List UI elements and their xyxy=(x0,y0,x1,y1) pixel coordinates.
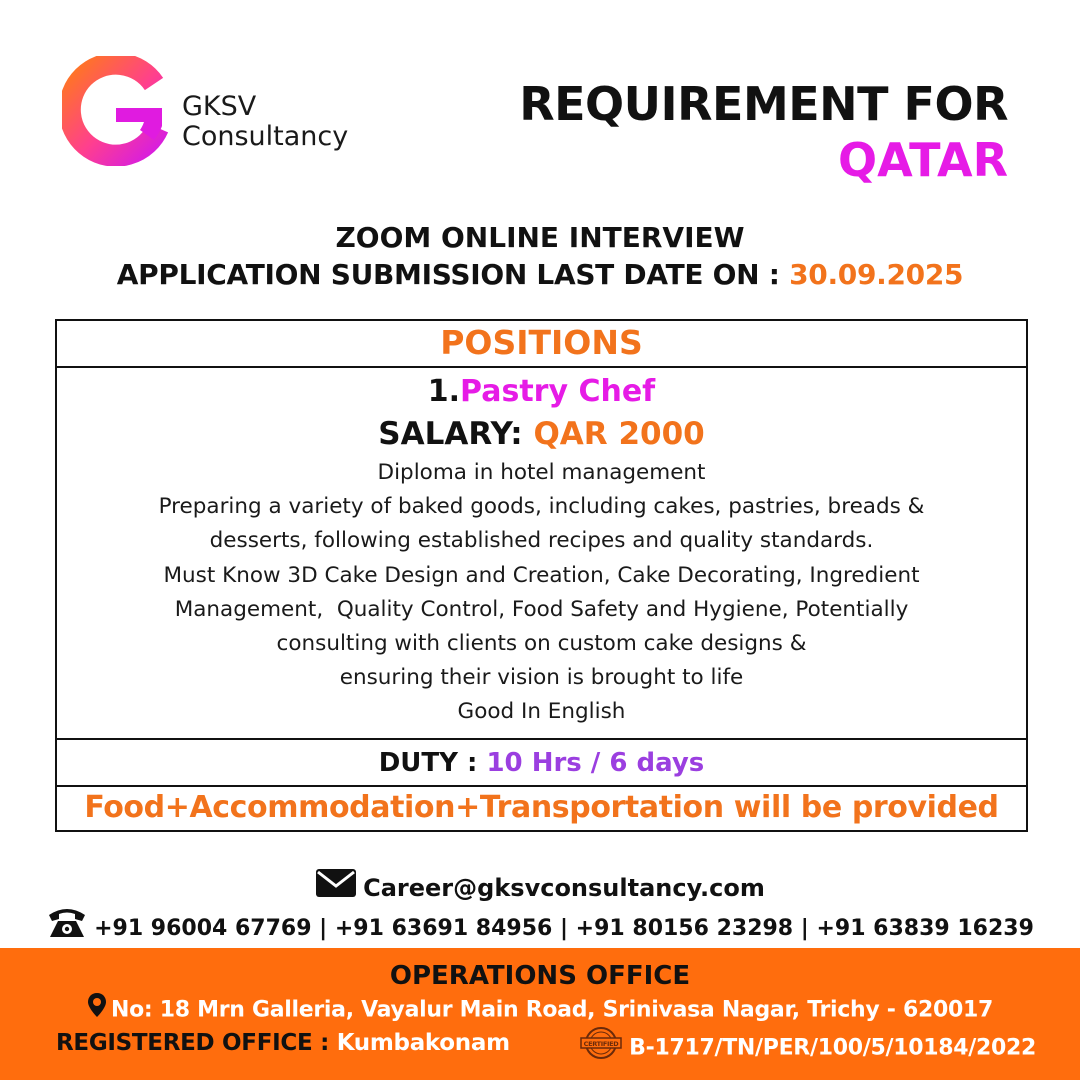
license-number-row xyxy=(579,1026,1036,1071)
telephone-icon xyxy=(46,905,88,953)
description-line: Preparing a variety of baked goods, including cakes, pastries, breads & xyxy=(158,494,925,520)
job-title: Pastry Chef xyxy=(460,374,656,409)
salary-label: SALARY: xyxy=(378,416,534,452)
description-line: ensuring their vision is brought to life xyxy=(339,665,744,691)
deadline-date: 30.09.2025 xyxy=(789,258,964,291)
description-line: desserts, following established recipes and quality standards. xyxy=(209,528,874,554)
license-number: B-1717/TN/PER/100/5/10184/2022 xyxy=(629,1035,1036,1061)
salary-value: QAR 2000 xyxy=(533,416,705,452)
duty-cell xyxy=(55,738,1028,787)
benefits-text: Food+Accommodation+Transportation will be provided xyxy=(84,790,999,825)
registered-office xyxy=(56,1026,510,1060)
registered-office-label: REGISTERED OFFICE : xyxy=(56,1030,337,1056)
headline-country: QATAR xyxy=(838,133,1008,187)
position-details-cell xyxy=(55,366,1028,740)
gksv-g-logo-icon xyxy=(62,56,172,166)
duty-value: 10 Hrs / 6 days xyxy=(486,748,705,778)
description-line: consulting with clients on custom cake designs & xyxy=(276,631,807,657)
description-line: Must Know 3D Cake Design and Creation, Cake Decorating, Ingredient xyxy=(163,562,920,588)
phone-numbers[interactable]: +91 96004 67769 | +91 63691 84956 | +91 80156 23298 | +91 63839 16239 xyxy=(94,916,1034,941)
job-number: 1. xyxy=(427,374,461,409)
duty-label: DUTY : xyxy=(378,748,487,778)
contact-phone-row xyxy=(0,905,1080,953)
address-text: No: 18 Mrn Galleria, Vayalur Main Road, Srinivasa Nagar, Trichy - 620017 xyxy=(110,997,994,1023)
deadline-label: APPLICATION SUBMISSION LAST DATE ON : xyxy=(116,258,790,291)
brand-name xyxy=(182,92,348,152)
salary-line xyxy=(57,412,1026,456)
positions-title: POSITIONS xyxy=(440,323,643,362)
location-pin-icon xyxy=(87,992,107,1029)
benefits-cell xyxy=(55,785,1028,832)
interview-mode: ZOOM ONLINE INTERVIEW xyxy=(335,221,745,254)
operations-office-title: OPERATIONS OFFICE xyxy=(389,961,691,991)
brand-logo xyxy=(62,56,392,166)
headline-line1: REQUIREMENT FOR xyxy=(519,77,1008,131)
brand-name-line1: GKSV xyxy=(182,91,257,122)
description-line: Good In English xyxy=(457,699,626,725)
office-address xyxy=(0,992,1080,1029)
contact-email-row xyxy=(0,868,1080,910)
headline xyxy=(519,76,1008,188)
job-title-line xyxy=(57,372,1026,412)
registered-office-value: Kumbakonam xyxy=(336,1030,510,1056)
positions-header-cell xyxy=(55,319,1028,368)
email-link[interactable]: Career@gksvconsultancy.com xyxy=(363,874,765,902)
certified-stamp-icon xyxy=(579,1026,623,1071)
application-deadline xyxy=(0,256,1080,294)
description-line: Management, Quality Control, Food Safety and Hygiene, Potentially xyxy=(174,596,909,622)
footer-office-bar xyxy=(0,948,1080,1080)
description-line: Diploma in hotel management xyxy=(377,460,706,485)
job-description xyxy=(57,456,1026,730)
duty-line xyxy=(57,740,1026,786)
stamp-text: CERTIFIED xyxy=(583,1040,619,1048)
brand-name-line2: Consultancy xyxy=(182,121,349,152)
envelope-icon xyxy=(315,868,357,910)
